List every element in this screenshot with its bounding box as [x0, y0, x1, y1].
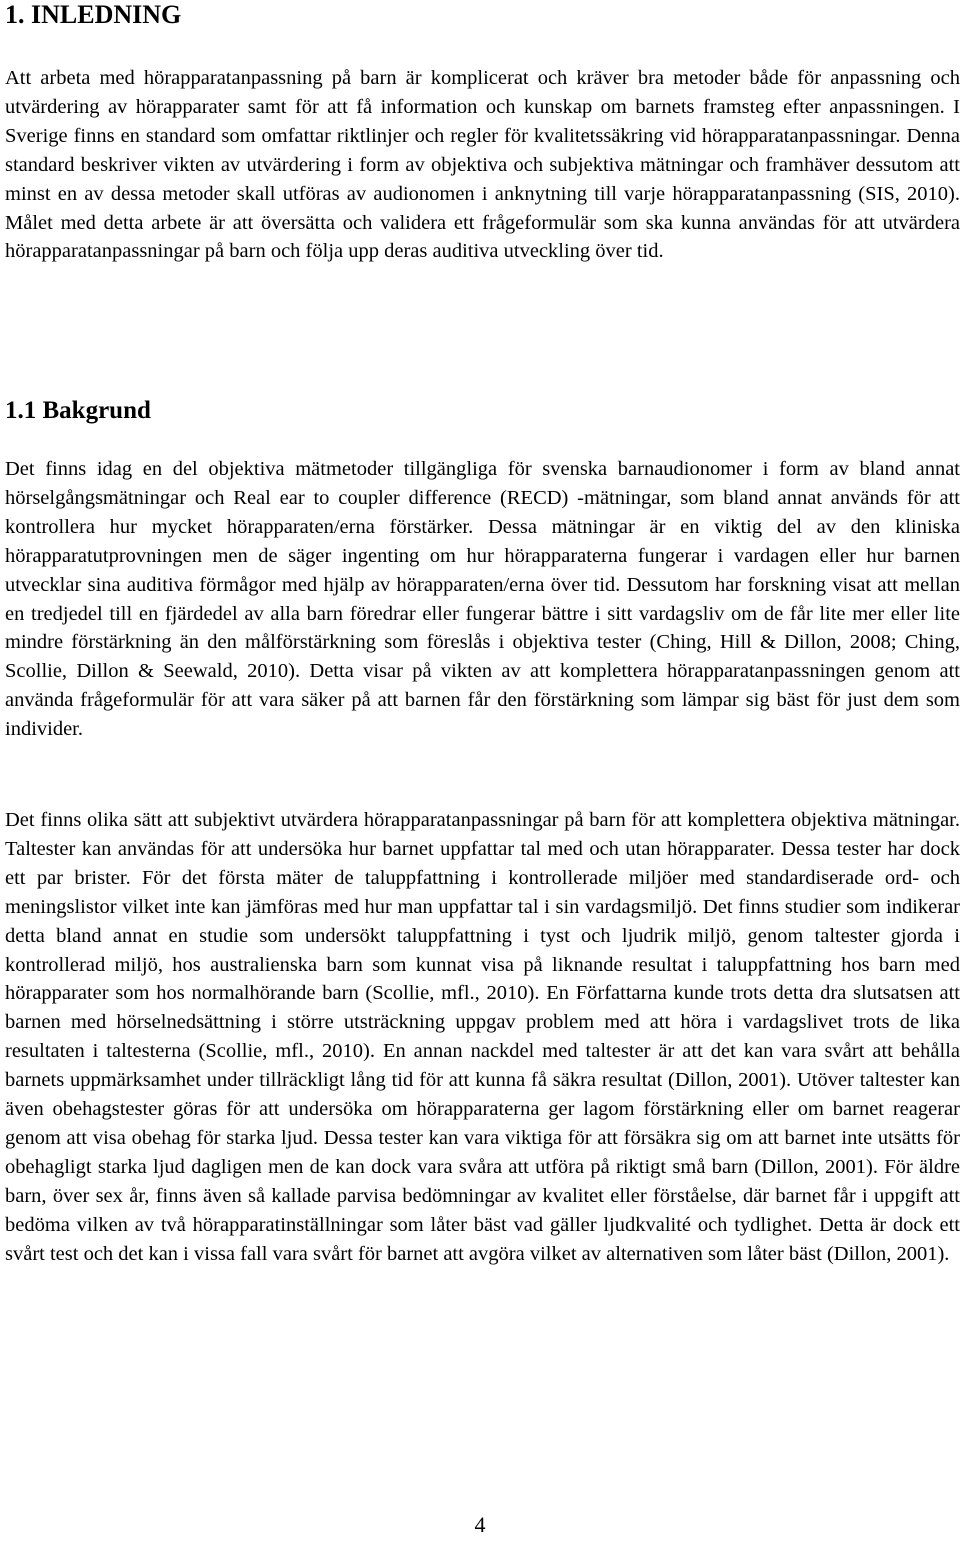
page-number: 4 — [474, 1512, 486, 1537]
chapter-heading: 1. INLEDNING — [5, 0, 182, 29]
section-paragraph-2: Det finns olika sätt att subjektivt utvärdera hörapparatanpassningar på barn för att komplettera objektiva mätningar. Taltester kan användas för att undersöka hur barnet uppfattar tal med och utan hörapparater. Dessa tester har dock ett par brister. För det första mäter de taluppfattning i kontrollerade miljöer med standardiserade ord- och meningslistor vilket inte kan jämföras med hur man uppfattar tal i sin vardagsmiljö. Det finns studier som indikerar detta bland annat en studie som undersökt taluppfattning i tyst och ljudrik miljö, genom taltester gjorda i kontrollerad miljö, hos australienska barn som kunnat visa på liknande resultat i taluppfattning hos barn med hörapparater som hos normalhörande barn (Scollie, mfl., 2010). En Författarna kunde trots detta dra slutsatsen att barnen med hörselnedsättning i större utsträckning uppgav problem med att höra i vardagslivet trots de lika resultaten i taltesterna (Scollie, mfl., 2010). En annan nackdel med taltester är att det kan vara svårt att behålla barnets uppmärksamhet under tillräckligt lång tid för att kunna få säkra resultat (Dillon, 2001). Utöver taltester kan även obehagstester göras för att undersöka om hörapparaterna ger lagom förstärkning eller om barnet reagerar genom att visa obehag för starka ljud. Dessa tester kan vara viktiga för att försäkra sig om att barnet inte utsätts för obehagligt starka ljud dagligen men de kan dock vara svåra att utföra på riktigt små barn (Dillon, 2001). För äldre barn, över sex år, finns även så kallade parvisa bedömningar av kvalitet eller förståelse, där barnet får i uppgift att bedöma vilken av två hörapparatinställningar som låter bäst vad gäller ljudkvalité och tydlighet. Detta är dock ett svårt test och det kan i vissa fall vara svårt för barnet att avgöra vilket av alternativen som låter bäst (Dillon, 2001). — [5, 809, 960, 1265]
intro-paragraph: Att arbeta med hörapparatanpassning på barn är komplicerat och kräver bra metoder både för anpassning och utvärdering av hörapparater samt för att få information och kunskap om barnets framsteg efter anpassningen. I Sverige finns en standard som omfattar riktlinjer och regler för kvalitetssäkring vid hörapparatanpassningar. Denna standard beskriver vikten av utvärdering i form av objektiva och subjektiva mätningar och framhäver dessutom att minst en av dessa metoder skall utföras av audionomen i anknytning till varje hörapparatanpassning (SIS, 2010). Målet med detta arbete är att översätta och validera ett frågeformulär som ska kunna användas för att utvärdera hörapparatanpassningar på barn och följa upp deras auditiva utveckling över tid. — [5, 67, 960, 263]
section-paragraph-1: Det finns idag en del objektiva mätmetoder tillgängliga för svenska barnaudionomer i form av bland annat hörselgångsmätningar och Real ear to coupler difference (RECD) -mätningar, som bland annat används för att kontrollera hur mycket hörapparaten/erna förstärker. Dessa mätningar är en viktig del av den kliniska hörapparatutprovningen men de säger ingenting om hur hörapparaterna fungerar i vardagen eller hur barnen utvecklar sina auditiva förmågor med hjälp av hörapparaten/erna över tid. Dessutom har forskning visat att mellan en tredjedel till en fjärdedel av alla barn föredrar eller fungerar bättre i sitt vardagsliv om de får lite mer eller lite mindre förstärkning än den målförstärkning som föreslås i objektiva tester (Ching, Hill & Dillon, 2008; Ching, Scollie, Dillon & Seewald, 2010). Detta visar på vikten av att komplettera hörapparatanpassningen genom att använda frågeformulär för att vara säker på att barnen får den förstärkning som lämpar sig bäst för just dem som individer. — [5, 458, 960, 741]
section-heading: 1.1 Bakgrund — [5, 397, 151, 424]
